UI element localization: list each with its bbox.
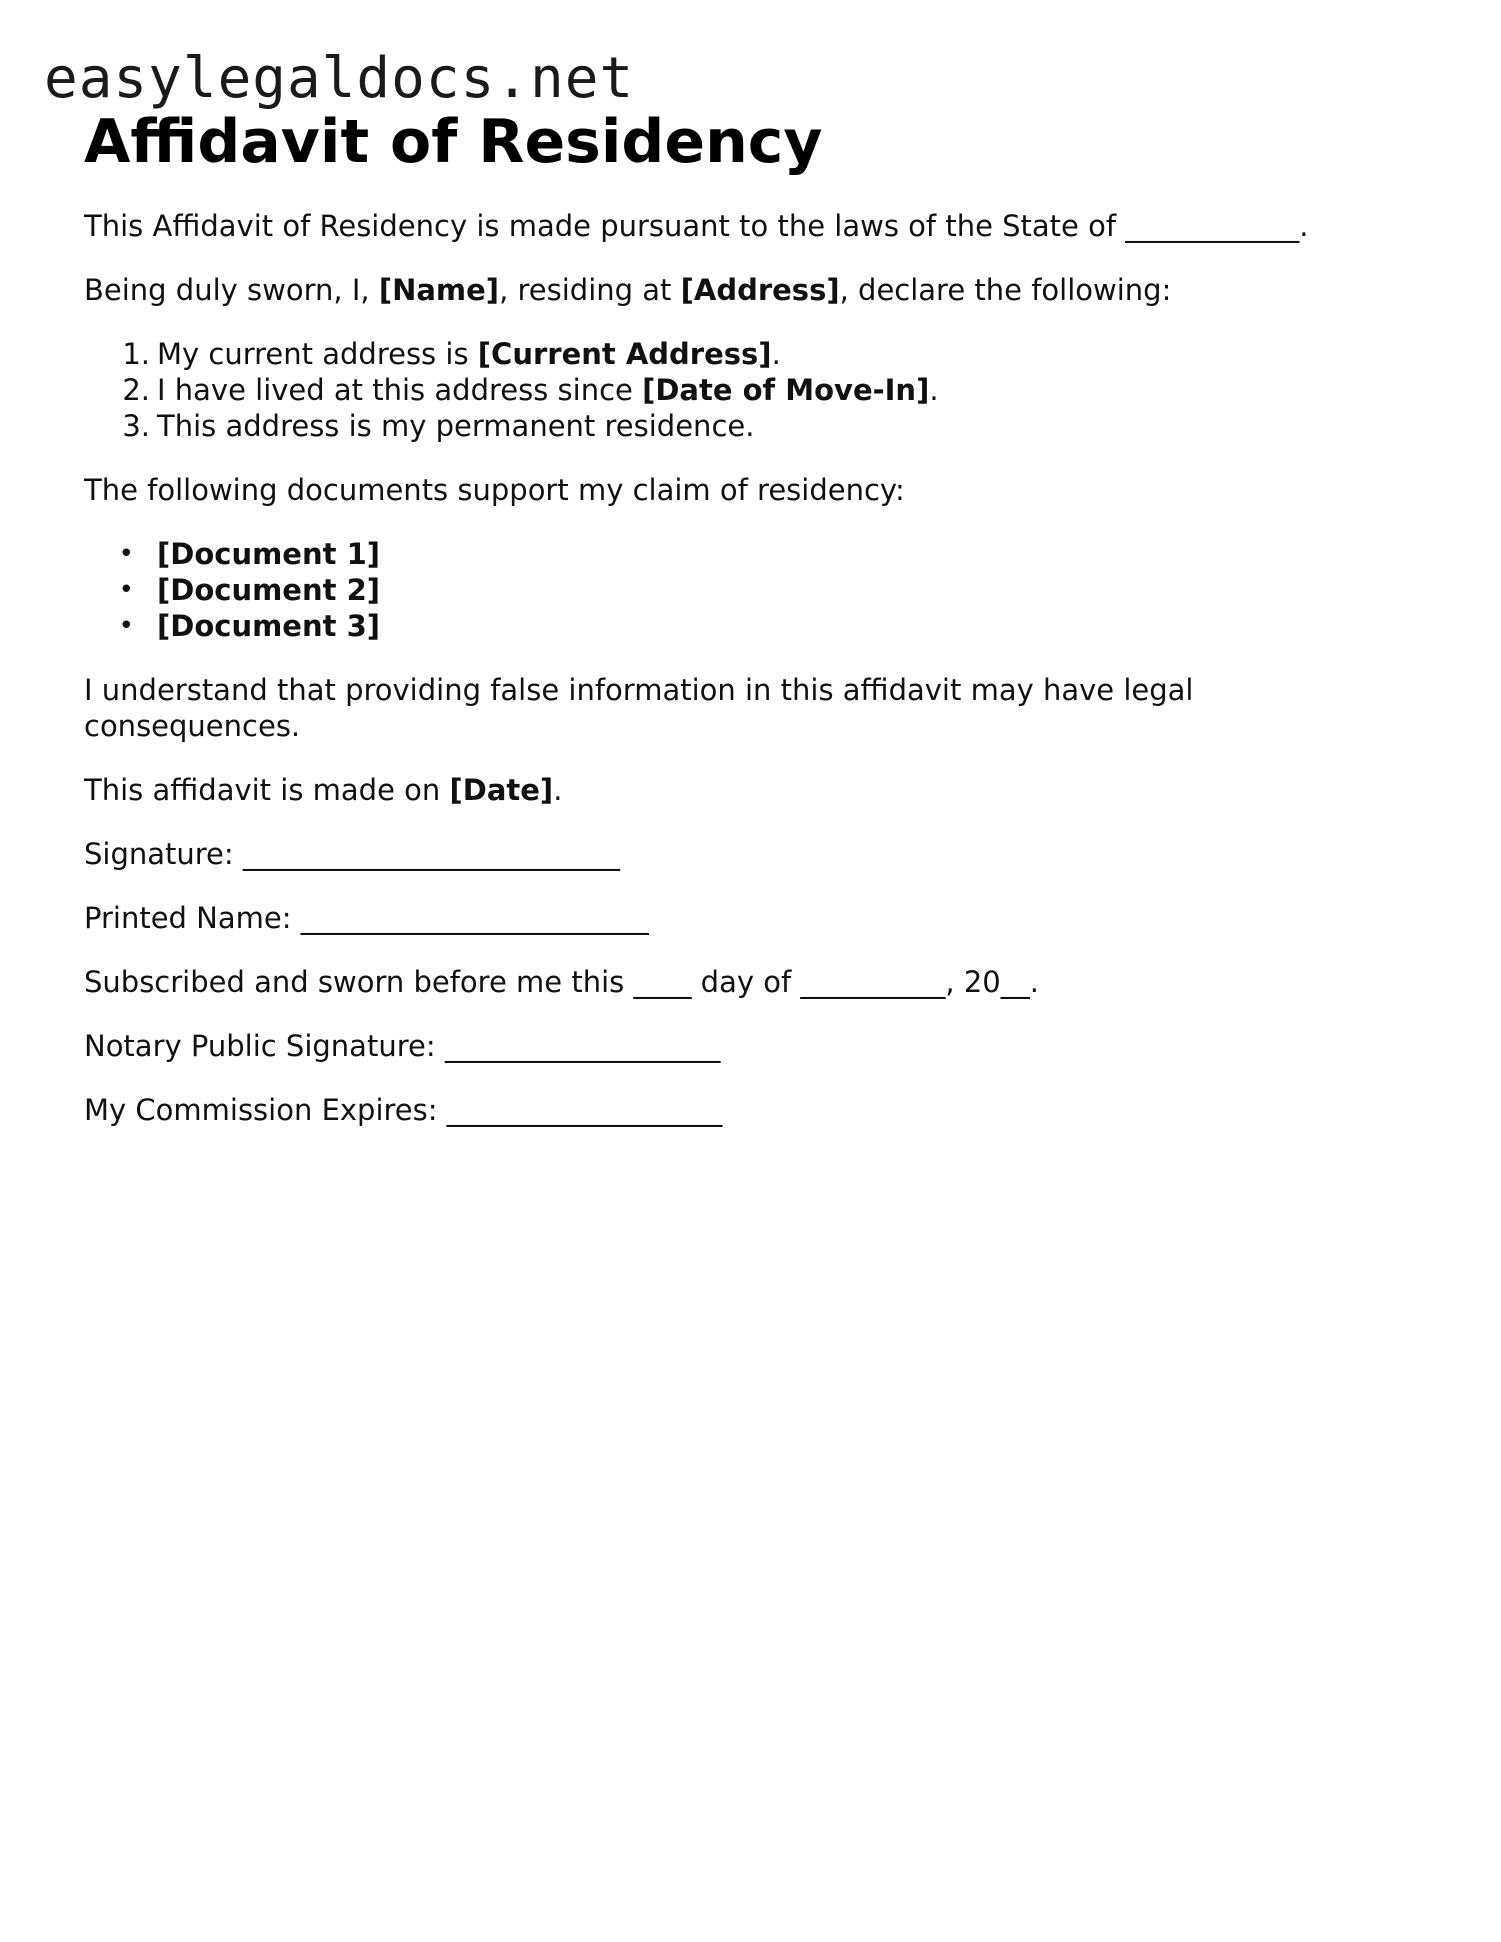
acknowledgement-paragraph: I understand that providing false information in this affidavit may have legal consequences.	[84, 673, 1203, 743]
bullet-icon: •	[118, 539, 134, 569]
statement-item	[84, 372, 1414, 408]
document-placeholder: [Document 1]	[157, 537, 381, 571]
name-placeholder: [Name]	[378, 273, 500, 307]
statement-list	[84, 336, 1414, 444]
statement-text: I have lived at this address since	[157, 373, 643, 407]
printed-name-label: Printed Name:	[84, 901, 301, 935]
bullet-icon: •	[118, 575, 134, 605]
commission-field	[84, 1092, 1414, 1128]
made-on-prefix: This affidavit is made on	[84, 773, 450, 807]
statement-number: 2.	[122, 373, 150, 407]
state-blank: ____________	[1125, 209, 1300, 243]
document-placeholder: [Document 2]	[157, 573, 381, 607]
subscribed-text: day of	[691, 965, 801, 999]
intro-end: .	[1299, 209, 1309, 243]
commission-line[interactable]: ___________________	[446, 1093, 723, 1127]
signature-field	[84, 836, 1414, 872]
document-item	[84, 536, 1414, 572]
subscribed-text: Subscribed and sworn before me this	[84, 965, 634, 999]
statement-end: .	[771, 337, 781, 371]
site-watermark: easylegaldocs.net	[44, 46, 635, 111]
made-on-end: .	[553, 773, 563, 807]
notary-signature-field	[84, 1028, 1414, 1064]
statement-placeholder: [Date of Move-In]	[642, 373, 930, 407]
document-title: Affidavit of Residency	[84, 107, 823, 177]
sworn-prefix: Being duly sworn, I,	[84, 273, 379, 307]
document-list	[84, 536, 1414, 644]
subscribed-text: , 20	[945, 965, 1001, 999]
statement-end: .	[929, 373, 939, 407]
document-item	[84, 572, 1414, 608]
commission-label: My Commission Expires:	[84, 1093, 447, 1127]
month-blank[interactable]: __________	[800, 965, 946, 999]
address-placeholder: [Address]	[680, 273, 840, 307]
statement-placeholder: [Current Address]	[477, 337, 772, 371]
day-blank[interactable]: ____	[633, 965, 692, 999]
sworn-suffix: , declare the following:	[839, 273, 1172, 307]
printed-name-line[interactable]: ________________________	[300, 901, 649, 935]
printed-name-field	[84, 900, 1414, 936]
signature-line[interactable]: __________________________	[242, 837, 620, 871]
date-placeholder: [Date]	[449, 773, 554, 807]
subscribed-paragraph	[84, 964, 1414, 1000]
statement-text: My current address is	[157, 337, 478, 371]
intro-text: This Affidavit of Residency is made pursuant to the laws of the State of	[84, 209, 1126, 243]
intro-paragraph	[84, 208, 1414, 244]
document-placeholder: [Document 3]	[157, 609, 381, 643]
subscribed-end: .	[1029, 965, 1039, 999]
statement-item	[84, 408, 1414, 444]
signature-label: Signature:	[84, 837, 243, 871]
year-blank[interactable]: __	[1000, 965, 1030, 999]
affidavit-document	[84, 102, 1414, 1156]
statement-item	[84, 336, 1414, 372]
sworn-middle: , residing at	[499, 273, 681, 307]
notary-signature-label: Notary Public Signature:	[84, 1029, 445, 1063]
documents-intro: The following documents support my claim of residency:	[84, 473, 905, 507]
document-item	[84, 608, 1414, 644]
statement-number: 3.	[122, 409, 150, 443]
statement-text: This address is my permanent residence.	[157, 409, 755, 443]
statement-number: 1.	[122, 337, 150, 371]
sworn-paragraph	[84, 272, 1414, 308]
notary-signature-line[interactable]: ___________________	[444, 1029, 721, 1063]
bullet-icon: •	[118, 611, 134, 641]
made-on-paragraph	[84, 772, 1414, 808]
